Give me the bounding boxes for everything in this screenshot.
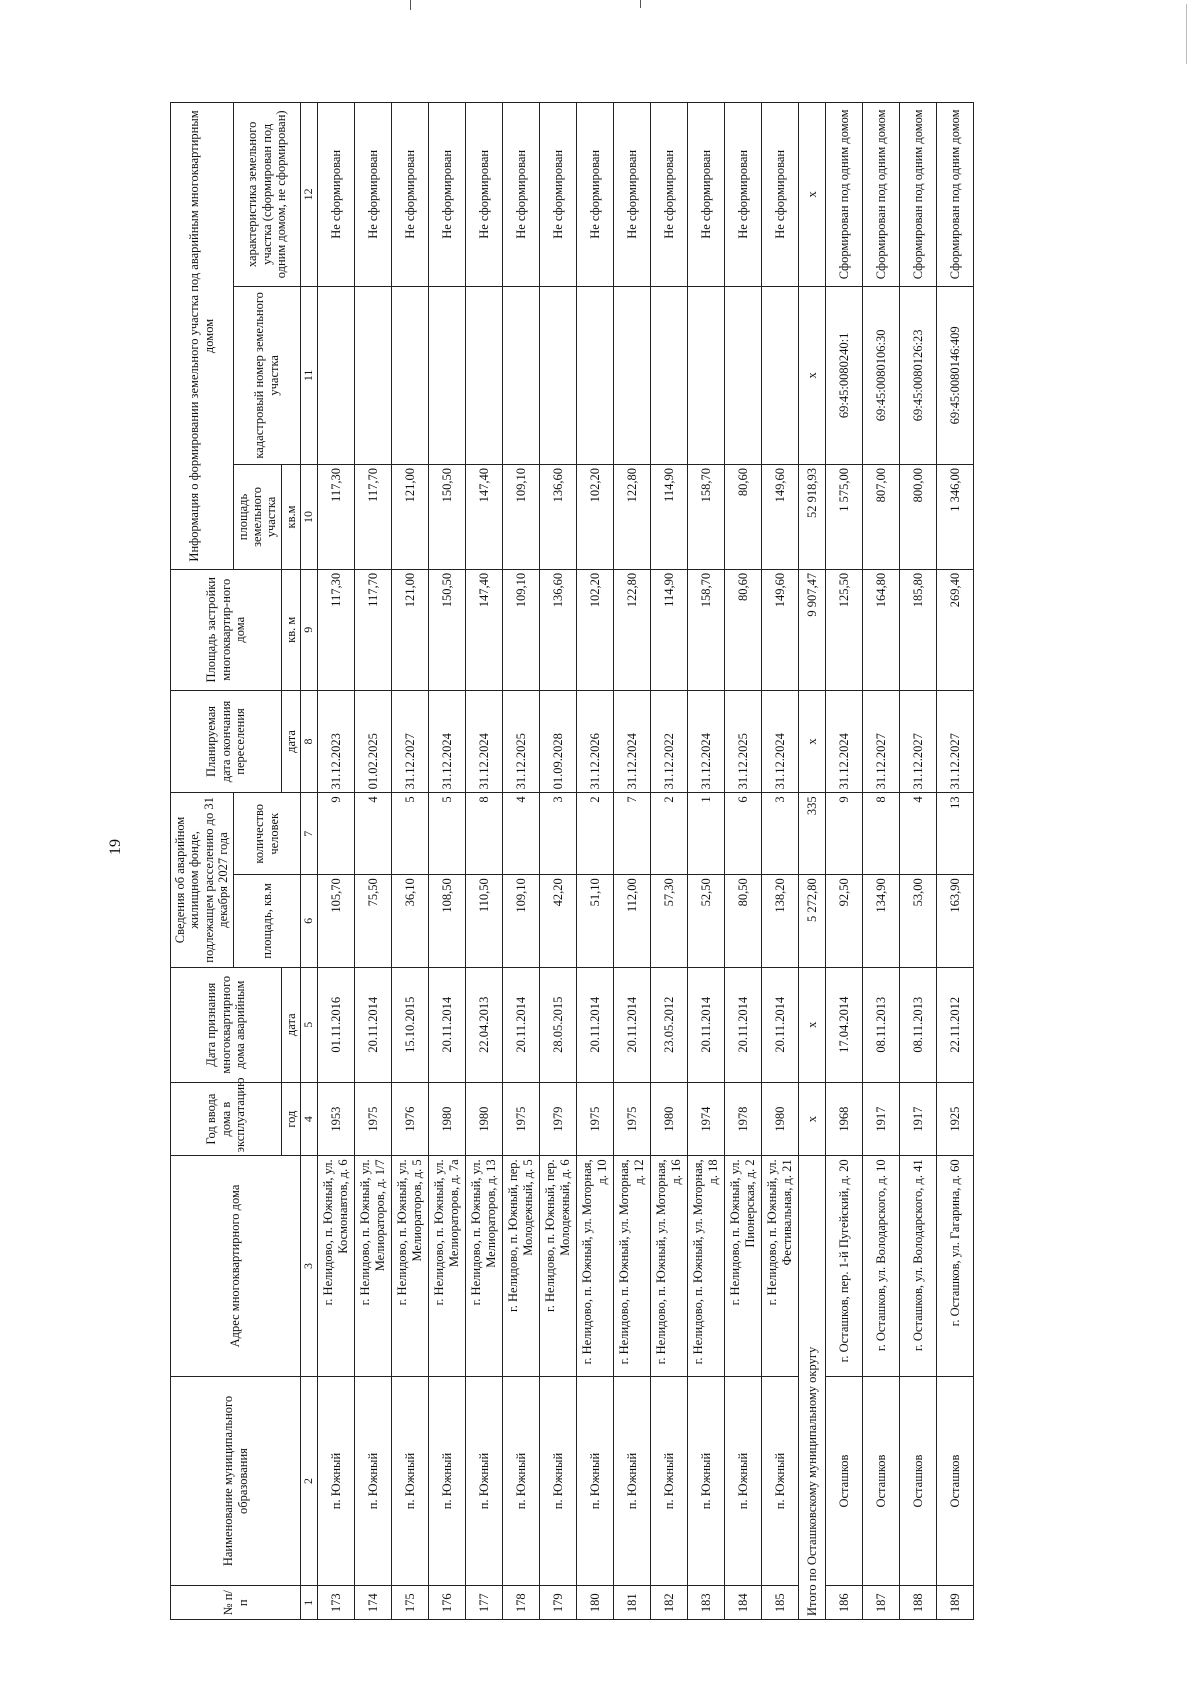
column-number: 2 <box>301 1376 318 1586</box>
col-people-header: количество человек <box>233 793 301 875</box>
cell-year: 1917 <box>862 1082 899 1155</box>
cell-cad <box>428 286 465 464</box>
column-number: 8 <box>301 690 318 793</box>
cell-recog: 01.11.2016 <box>317 967 354 1082</box>
cell-built: 185,80 <box>899 569 936 690</box>
cell-cad: 69:45:0080126:23 <box>899 286 936 464</box>
total-char: x <box>798 103 825 287</box>
cell-planned: 31.12.2024 <box>825 690 862 793</box>
cell-people: 2 <box>576 793 613 875</box>
cell-built: 109,10 <box>502 569 539 690</box>
cell-num: 187 <box>862 1586 899 1620</box>
cell-cad <box>687 286 724 464</box>
cell-area: 138,20 <box>761 875 798 967</box>
column-number: 9 <box>301 569 318 690</box>
cell-cad: 69:45:0080240:1 <box>825 286 862 464</box>
cell-addr: г. Осташков, ул. Гагарина, д. 60 <box>936 1156 973 1376</box>
column-number: 6 <box>301 875 318 967</box>
cell-char: Не сформирован <box>724 103 761 287</box>
cell-planned: 31.12.2024 <box>613 690 650 793</box>
cell-year: 1979 <box>539 1082 576 1155</box>
cell-area: 57,30 <box>650 875 687 967</box>
col-cadastral-header: кадастровый номер земельного участка <box>233 286 301 464</box>
cell-year: 1980 <box>650 1082 687 1155</box>
table-row <box>899 103 936 1620</box>
cell-planned: 01.09.2028 <box>539 690 576 793</box>
cell-addr: г. Нелидово, п. Южный, пер. Молодежный, д. 5 <box>502 1156 539 1376</box>
cell-land: 80,60 <box>724 465 761 570</box>
col-address-header: Адрес многоквартирного дома <box>171 1156 301 1376</box>
total-built: 9 907,47 <box>798 569 825 690</box>
cell-recog: 22.11.2012 <box>936 967 973 1082</box>
cell-mun: Осташков <box>936 1376 973 1586</box>
cell-land: 1 346,00 <box>936 465 973 570</box>
column-number: 1 <box>301 1586 318 1620</box>
cell-recog: 23.05.2012 <box>650 967 687 1082</box>
col-land-area-header: площадь земельного участка <box>233 465 281 570</box>
cell-char: Не сформирован <box>576 103 613 287</box>
cell-area: 112,00 <box>613 875 650 967</box>
cell-char: Не сформирован <box>428 103 465 287</box>
cell-area: 163,90 <box>936 875 973 967</box>
cell-land: 149,60 <box>761 465 798 570</box>
cell-mun: п. Южный <box>502 1376 539 1586</box>
cell-built: 147,40 <box>465 569 502 690</box>
cell-land: 114,90 <box>650 465 687 570</box>
cell-cad <box>724 286 761 464</box>
cell-area: 109,10 <box>502 875 539 967</box>
cell-char: Не сформирован <box>613 103 650 287</box>
cell-num: 181 <box>613 1586 650 1620</box>
cell-recog: 20.11.2014 <box>502 967 539 1082</box>
cell-people: 4 <box>502 793 539 875</box>
table-row <box>317 103 354 1620</box>
cell-recog: 20.11.2014 <box>576 967 613 1082</box>
cell-char: Не сформирован <box>502 103 539 287</box>
cell-addr: г. Нелидово, п. Южный, пер. Молодежный, д. 6 <box>539 1156 576 1376</box>
cell-recog: 22.04.2013 <box>465 967 502 1082</box>
cell-char: Не сформирован <box>354 103 391 287</box>
cell-cad <box>391 286 428 464</box>
cell-char: Сформирован под одним домом <box>825 103 862 287</box>
unit-sqm: кв. м <box>281 569 300 690</box>
cell-land: 150,50 <box>428 465 465 570</box>
table-row <box>687 103 724 1620</box>
cell-char: Не сформирован <box>317 103 354 287</box>
cell-year: 1978 <box>724 1082 761 1155</box>
page-number: 19 <box>107 839 124 855</box>
rotated-table-sheet <box>170 102 1200 1620</box>
cell-planned: 31.12.2027 <box>862 690 899 793</box>
cell-built: 150,50 <box>428 569 465 690</box>
cell-recog: 17.04.2014 <box>825 967 862 1082</box>
cell-year: 1980 <box>428 1082 465 1155</box>
cell-year: 1968 <box>825 1082 862 1155</box>
cell-addr: г. Нелидово, п. Южный, ул. Космонавтов, д. 6 <box>317 1156 354 1376</box>
cell-year: 1925 <box>936 1082 973 1155</box>
cell-addr: г. Нелидово, п. Южный, ул. Моторная, д. 16 <box>650 1156 687 1376</box>
cell-char: Не сформирован <box>465 103 502 287</box>
scan-mark <box>640 0 641 8</box>
cell-area: 75,50 <box>354 875 391 967</box>
col-planned-header: Планируемая дата окончания переселения <box>171 690 282 793</box>
cell-land: 117,70 <box>354 465 391 570</box>
cell-recog: 20.11.2014 <box>428 967 465 1082</box>
cell-built: 117,30 <box>317 569 354 690</box>
cell-people: 13 <box>936 793 973 875</box>
cell-cad: 69:45:0080146:409 <box>936 286 973 464</box>
cell-built: 80,60 <box>724 569 761 690</box>
column-number: 12 <box>301 103 318 287</box>
cell-addr: г. Нелидово, п. Южный, ул. Мелиораторов, д. 1/7 <box>354 1156 391 1376</box>
cell-area: 110,50 <box>465 875 502 967</box>
cell-land: 147,40 <box>465 465 502 570</box>
cell-mun: п. Южный <box>539 1376 576 1586</box>
cell-area: 52,50 <box>687 875 724 967</box>
cell-mun: п. Южный <box>761 1376 798 1586</box>
cell-num: 185 <box>761 1586 798 1620</box>
cell-planned: 01.02.2025 <box>354 690 391 793</box>
cell-built: 158,70 <box>687 569 724 690</box>
cell-planned: 31.12.2022 <box>650 690 687 793</box>
cell-year: 1974 <box>687 1082 724 1155</box>
cell-mun: Осташков <box>899 1376 936 1586</box>
cell-recog: 28.05.2015 <box>539 967 576 1082</box>
table-row <box>936 103 973 1620</box>
cell-mun: Осташков <box>862 1376 899 1586</box>
cell-planned: 31.12.2025 <box>502 690 539 793</box>
cell-cad <box>613 286 650 464</box>
cell-addr: г. Нелидово, п. Южный, ул. Мелиораторов, д. 5 <box>391 1156 428 1376</box>
cell-land: 158,70 <box>687 465 724 570</box>
cell-num: 173 <box>317 1586 354 1620</box>
table-row <box>465 103 502 1620</box>
cell-cad: 69:45:0080106:30 <box>862 286 899 464</box>
cell-char: Не сформирован <box>687 103 724 287</box>
cell-area: 53,00 <box>899 875 936 967</box>
cell-addr: г. Нелидово, п. Южный, ул. Моторная, д. 12 <box>613 1156 650 1376</box>
cell-planned: 31.12.2023 <box>317 690 354 793</box>
cell-land: 122,80 <box>613 465 650 570</box>
cell-cad <box>465 286 502 464</box>
cell-planned: 31.12.2024 <box>687 690 724 793</box>
column-number: 5 <box>301 967 318 1082</box>
cell-char: Не сформирован <box>539 103 576 287</box>
cell-built: 121,00 <box>391 569 428 690</box>
cell-char: Сформирован под одним домом <box>936 103 973 287</box>
cell-year: 1953 <box>317 1082 354 1155</box>
col-municipality-header: Наименование муниципального образования <box>171 1376 301 1586</box>
cell-char: Не сформирован <box>761 103 798 287</box>
column-number: 3 <box>301 1156 318 1376</box>
table-row <box>391 103 428 1620</box>
cell-num: 189 <box>936 1586 973 1620</box>
cell-mun: п. Южный <box>724 1376 761 1586</box>
column-number: 4 <box>301 1082 318 1155</box>
unit-sqm-land: кв.м <box>281 465 300 570</box>
cell-planned: 31.12.2025 <box>724 690 761 793</box>
col-land-header: Информация о формировании земельного участка под аварийным многоквартирным домом <box>171 103 234 570</box>
cell-addr: г. Осташков, ул. Володарского, д. 41 <box>899 1156 936 1376</box>
cell-area: 42,20 <box>539 875 576 967</box>
cell-char: Сформирован под одним домом <box>862 103 899 287</box>
total-planned: x <box>798 690 825 793</box>
cell-year: 1980 <box>465 1082 502 1155</box>
cell-built: 122,80 <box>613 569 650 690</box>
cell-people: 8 <box>862 793 899 875</box>
scan-mark <box>410 0 411 10</box>
col-land-char-header: характеристика земельного участка (сформирован под одним домом, не сформирован) <box>233 103 301 287</box>
cell-cad <box>576 286 613 464</box>
cell-year: 1980 <box>761 1082 798 1155</box>
cell-people: 5 <box>428 793 465 875</box>
cell-land: 1 575,00 <box>825 465 862 570</box>
cell-char: Сформирован под одним домом <box>899 103 936 287</box>
cell-addr: г. Нелидово, п. Южный, ул. Моторная, д. 10 <box>576 1156 613 1376</box>
table-row <box>650 103 687 1620</box>
cell-built: 117,70 <box>354 569 391 690</box>
total-row <box>798 103 825 1620</box>
cell-people: 1 <box>687 793 724 875</box>
cell-recog: 20.11.2014 <box>724 967 761 1082</box>
cell-people: 9 <box>317 793 354 875</box>
cell-addr: г. Нелидово, п. Южный, ул. Фестивальная, д. 21 <box>761 1156 798 1376</box>
cell-mun: Осташков <box>825 1376 862 1586</box>
cell-num: 177 <box>465 1586 502 1620</box>
cell-land: 109,10 <box>502 465 539 570</box>
cell-area: 108,50 <box>428 875 465 967</box>
cell-planned: 31.12.2024 <box>465 690 502 793</box>
cell-cad <box>317 286 354 464</box>
cell-recog: 20.11.2014 <box>354 967 391 1082</box>
table-row <box>576 103 613 1620</box>
cell-num: 182 <box>650 1586 687 1620</box>
cell-planned: 31.12.2026 <box>576 690 613 793</box>
cell-recog: 20.11.2014 <box>687 967 724 1082</box>
cell-planned: 31.12.2027 <box>899 690 936 793</box>
cell-planned: 31.12.2024 <box>761 690 798 793</box>
cell-recog: 15.10.2015 <box>391 967 428 1082</box>
table-row <box>825 103 862 1620</box>
cell-addr: г. Нелидово, п. Южный, ул. Моторная, д. 18 <box>687 1156 724 1376</box>
cell-land: 807,00 <box>862 465 899 570</box>
col-recog-header: Дата признания многоквартирного дома аварийным <box>171 967 282 1082</box>
cell-land: 121,00 <box>391 465 428 570</box>
cell-people: 9 <box>825 793 862 875</box>
total-year: x <box>798 1082 825 1155</box>
total-recog: x <box>798 967 825 1082</box>
cell-char: Не сформирован <box>650 103 687 287</box>
cell-addr: г. Нелидово, п. Южный, ул. Мелиораторов, д. 13 <box>465 1156 502 1376</box>
column-number: 11 <box>301 286 318 464</box>
cell-land: 102,20 <box>576 465 613 570</box>
cell-area: 92,50 <box>825 875 862 967</box>
cell-people: 3 <box>539 793 576 875</box>
cell-area: 105,70 <box>317 875 354 967</box>
table-row <box>761 103 798 1620</box>
cell-year: 1976 <box>391 1082 428 1155</box>
cell-mun: п. Южный <box>465 1376 502 1586</box>
cell-land: 117,30 <box>317 465 354 570</box>
cell-num: 178 <box>502 1586 539 1620</box>
cell-num: 184 <box>724 1586 761 1620</box>
cell-area: 36,10 <box>391 875 428 967</box>
cell-cad <box>650 286 687 464</box>
col-built-area-header: Площадь застройки многоквартир-ного дома <box>171 569 282 690</box>
cell-num: 175 <box>391 1586 428 1620</box>
table-row <box>354 103 391 1620</box>
cell-recog: 20.11.2014 <box>613 967 650 1082</box>
cell-people: 4 <box>354 793 391 875</box>
unit-planned-date: дата <box>281 690 300 793</box>
cell-people: 3 <box>761 793 798 875</box>
cell-num: 174 <box>354 1586 391 1620</box>
cell-area: 51,10 <box>576 875 613 967</box>
total-area: 5 272,80 <box>798 875 825 967</box>
cell-area: 134,90 <box>862 875 899 967</box>
scan-mark <box>1186 4 1187 64</box>
table-row <box>862 103 899 1620</box>
cell-built: 149,60 <box>761 569 798 690</box>
cell-addr: г. Осташков, ул. Володарского, д. 10 <box>862 1156 899 1376</box>
cell-mun: п. Южный <box>391 1376 428 1586</box>
cell-planned: 31.12.2027 <box>391 690 428 793</box>
cell-mun: п. Южный <box>354 1376 391 1586</box>
cell-people: 6 <box>724 793 761 875</box>
table-row <box>613 103 650 1620</box>
cell-mun: п. Южный <box>613 1376 650 1586</box>
col-num-header: № п/п <box>171 1586 301 1620</box>
cell-cad <box>761 286 798 464</box>
cell-recog: 08.11.2013 <box>899 967 936 1082</box>
cell-people: 2 <box>650 793 687 875</box>
cell-mun: п. Южный <box>650 1376 687 1586</box>
col-area-header: площадь, кв.м <box>233 875 301 967</box>
col-year-header: Год ввода дома в эксплуатацию <box>171 1082 282 1155</box>
cell-num: 176 <box>428 1586 465 1620</box>
cell-addr: г. Осташков, пер. 1-й Пугейский, д. 20 <box>825 1156 862 1376</box>
cell-year: 1975 <box>502 1082 539 1155</box>
cell-char: Не сформирован <box>391 103 428 287</box>
cell-people: 4 <box>899 793 936 875</box>
cell-mun: п. Южный <box>428 1376 465 1586</box>
cell-recog: 20.11.2014 <box>761 967 798 1082</box>
total-people: 335 <box>798 793 825 875</box>
cell-num: 179 <box>539 1586 576 1620</box>
cell-planned: 31.12.2027 <box>936 690 973 793</box>
cell-year: 1975 <box>576 1082 613 1155</box>
cell-year: 1975 <box>354 1082 391 1155</box>
col-info-header: Сведения об аварийном жилищном фонде, подлежащем расселению до 31 декабря 2027 года <box>171 793 234 967</box>
cell-cad <box>539 286 576 464</box>
total-cad: x <box>798 286 825 464</box>
table-row <box>502 103 539 1620</box>
column-number-row <box>301 103 318 1620</box>
cell-recog: 08.11.2013 <box>862 967 899 1082</box>
cell-built: 102,20 <box>576 569 613 690</box>
cell-num: 188 <box>899 1586 936 1620</box>
cell-year: 1975 <box>613 1082 650 1155</box>
cell-planned: 31.12.2024 <box>428 690 465 793</box>
cell-built: 136,60 <box>539 569 576 690</box>
cell-mun: п. Южный <box>317 1376 354 1586</box>
cell-land: 136,60 <box>539 465 576 570</box>
column-number: 10 <box>301 465 318 570</box>
cell-mun: п. Южный <box>576 1376 613 1586</box>
header-row-1 <box>171 103 234 1620</box>
cell-people: 5 <box>391 793 428 875</box>
table-row <box>539 103 576 1620</box>
cell-num: 180 <box>576 1586 613 1620</box>
cell-built: 269,40 <box>936 569 973 690</box>
cell-num: 183 <box>687 1586 724 1620</box>
cell-year: 1917 <box>899 1082 936 1155</box>
housing-table <box>170 102 974 1620</box>
cell-built: 114,90 <box>650 569 687 690</box>
unit-year: год <box>281 1082 300 1155</box>
cell-people: 7 <box>613 793 650 875</box>
cell-built: 164,80 <box>862 569 899 690</box>
cell-land: 800,00 <box>899 465 936 570</box>
column-number: 7 <box>301 793 318 875</box>
cell-addr: г. Нелидово, п. Южный, ул. Мелиораторов, д. 7а <box>428 1156 465 1376</box>
table-row <box>428 103 465 1620</box>
cell-cad <box>354 286 391 464</box>
cell-mun: п. Южный <box>687 1376 724 1586</box>
cell-people: 8 <box>465 793 502 875</box>
cell-addr: г. Нелидово, п. Южный, ул. Пионерская, д. 2 <box>724 1156 761 1376</box>
total-label: Итого по Осташковскому муниципальному округу <box>798 1156 825 1620</box>
total-land: 52 918,93 <box>798 465 825 570</box>
table-row <box>724 103 761 1620</box>
cell-num: 186 <box>825 1586 862 1620</box>
unit-date: дата <box>281 967 300 1082</box>
cell-built: 125,50 <box>825 569 862 690</box>
cell-cad <box>502 286 539 464</box>
cell-area: 80,50 <box>724 875 761 967</box>
